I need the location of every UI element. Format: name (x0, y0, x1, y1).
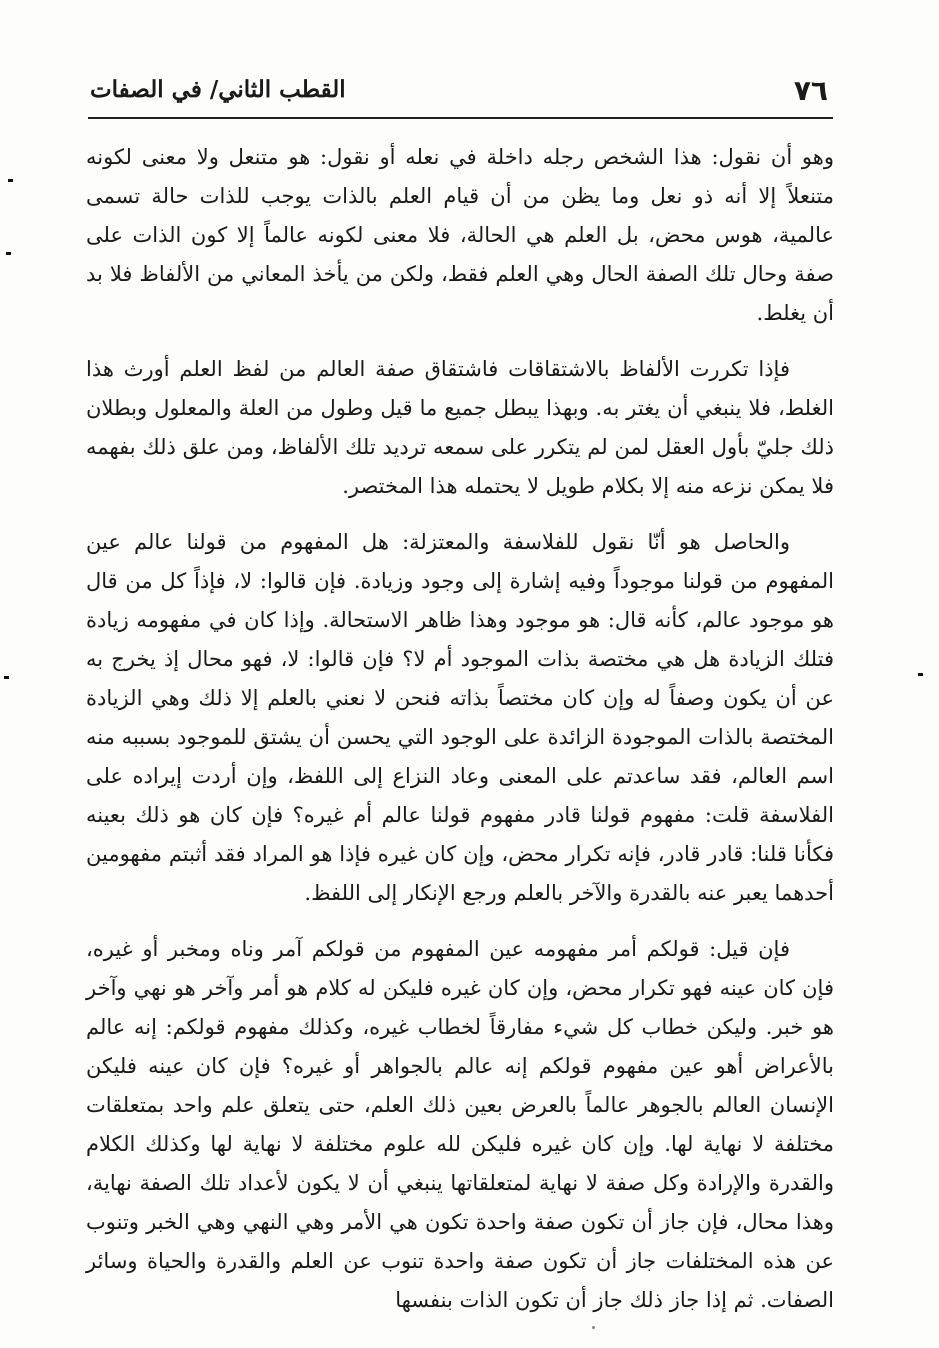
header-rule (88, 117, 833, 119)
margin-mark (918, 673, 923, 676)
paragraph-2: فإذا تكررت الألفاظ بالاشتقاقات فاشتقاق صفة العالم من لفظ العلم أورث هذا الغلط، فلا ينبغي أن يغتر به. وبهذا يبطل جميع ما قيل وطول من العلة والمعلول وبطلان ذلك جليّ بأول العقل لمن لم يتكرر على سمعه ترديد تلك الألفاظ، ومن علق ذلك بفهمه فلا يمكن نزعه منه إلا بكلام طويل لا يحتمله هذا المختصر. (86, 357, 834, 498)
margin-mark (8, 179, 13, 182)
margin-mark (4, 676, 9, 679)
page-header (90, 70, 828, 114)
margin-mark (6, 252, 11, 255)
paragraph-3: والحاصل هو أنّا نقول للفلاسفة والمعتزلة: هل المفهوم من قولنا عالم عين المفهوم من قولنا موجوداً وفيه إشارة إلى وجود وزيادة. فإن قالوا: لا، فإذاً كل من قال هو موجود عالم، كأنه قال: هو موجود وهذا ظاهر الاستحالة. وإذا كان في مفهومه زيادة فتلك الزيادة هل هي مختصة بذات الموجود أم لا؟ فإن قالوا: لا، فهو محال إذ يخرج به عن أن يكون وصفاً له وإن كان مختصاً بذاته فنحن لا نعني بالعلم إلا ذلك وهي الزيادة المختصة بالذات الموجودة الزائدة على الوجود التي يحسن أن يشتق للموجود بسببه منه اسم العالم، فقد ساعدتم على المعنى وعاد النزاع إلى اللفظ، وإن أردت إيراده على الفلاسفة قلت: مفهوم قولنا قادر مفهوم قولنا عالم أم غيره؟ فإن كان هو ذلك بعينه فكأنا قلنا: قادر قادر، فإنه تكرار محض، وإن كان غيره فإذا هو المراد فقد أثبتم مفهومين أحدهما يعبر عنه بالقدرة والآخر بالعلم ورجع الإنكار إلى اللفظ. (86, 530, 834, 905)
body-text (86, 138, 834, 1337)
scan-speck (592, 1326, 595, 1329)
running-title: القطب الثاني/ في الصفات (90, 76, 346, 103)
paragraph-1: وهو أن نقول: هذا الشخص رجله داخلة في نعله أو نقول: هو متنعل ولا معنى لكونه متنعلاً إلا أنه ذو نعل وما يظن من أن قيام العلم بالذات يوجب للذات حالة تسمى عالمية، هوس محض، بل العلم هي الحالة، فلا معنى لكونه عالماً إلا كون الذات على صفة وحال تلك الصفة الحال وهي العلم فقط، ولكن من يأخذ المعاني من الألفاظ فلا بد أن يغلط. (86, 145, 834, 325)
paragraph-4: فإن قيل: قولكم أمر مفهومه عين المفهوم من قولكم آمر وناه ومخبر أو غيره، فإن كان عينه فهو تكرار محض، وإن كان غيره فليكن له كلام هو أمر وآخر هو نهي وآخر هو خبر. وليكن خطاب كل شيء مفارقاً لخطاب غيره، وكذلك مفهوم قولكم: إنه عالم بالأعراض أهو عين مفهوم قولكم إنه عالم بالجواهر أو غيره؟ فإن كان عينه فليكن الإنسان العالم بالجوهر عالماً بالعرض بعين ذلك العلم، حتى يتعلق علم واحد بمتعلقات مختلفة لا نهاية لها. وإن كان غيره فليكن لله علوم مختلفة لا نهاية لها وكذلك الكلام والقدرة والإرادة وكل صفة لا نهاية لمتعلقاتها ينبغي أن لا يكون لأعداد تلك الصفة نهاية، وهذا محال، فإن جاز أن تكون صفة واحدة تكون هي الأمر وهي النهي وهي الخبر وتنوب عن هذه المختلفات جاز أن تكون صفة واحدة تنوب عن العلم والقدرة والحياة وسائر الصفات. ثم إذا جاز ذلك جاز أن تكون الذات بنفسها (86, 937, 834, 1312)
page-number: ٧٦ (793, 74, 828, 107)
